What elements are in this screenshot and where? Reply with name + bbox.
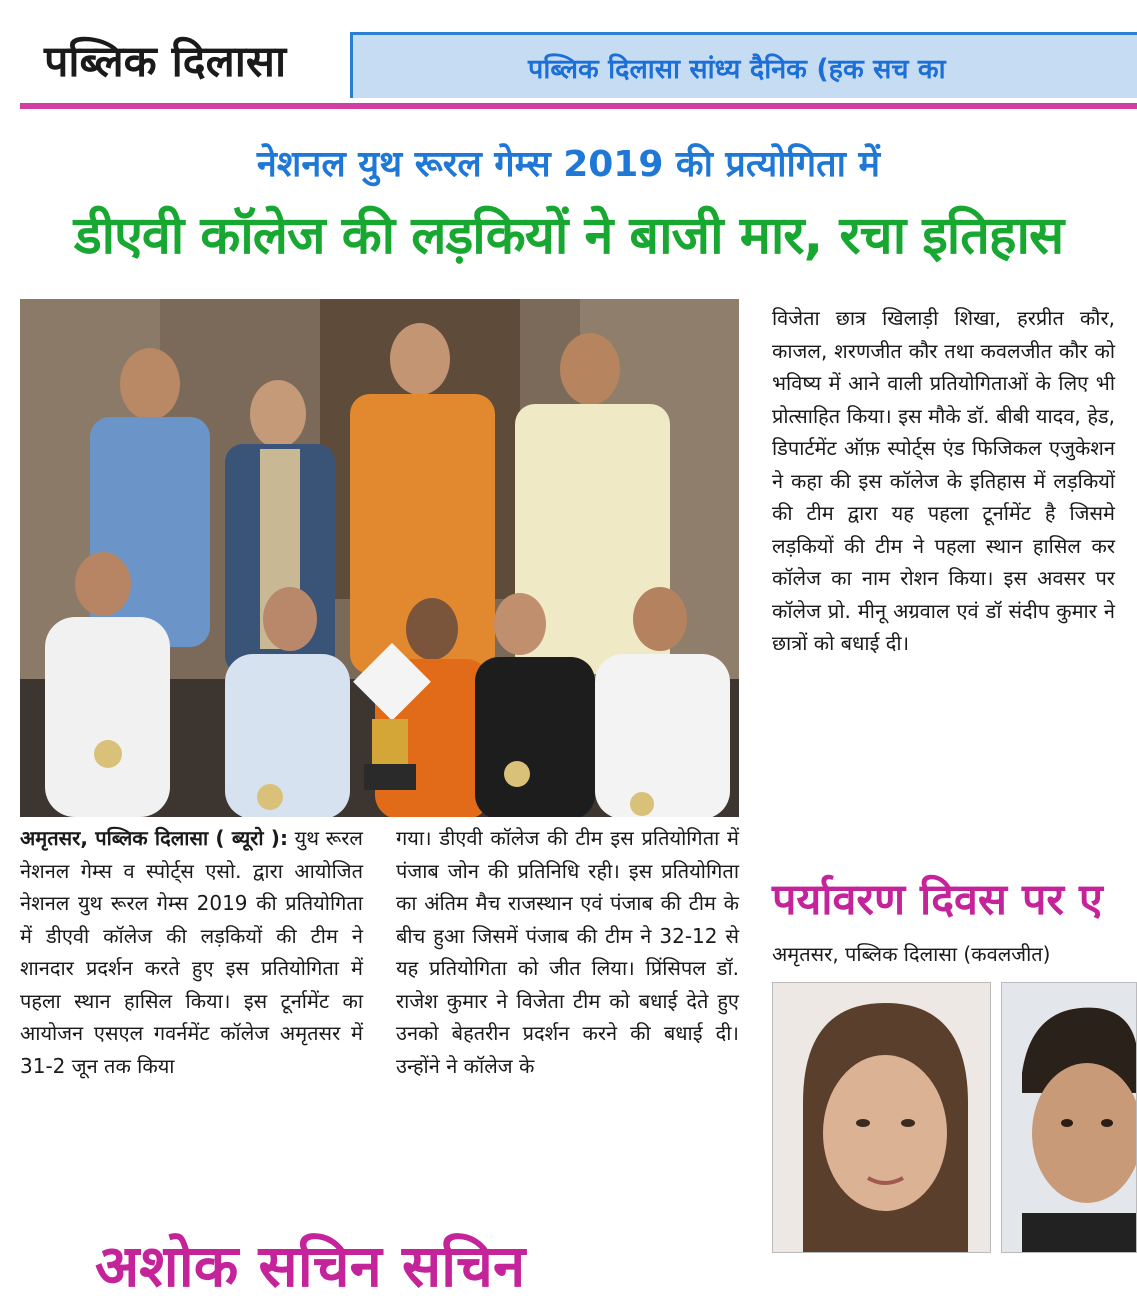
article-dateline: अमृतसर, पब्लिक दिलासा ( ब्यूरो ): — [20, 826, 288, 850]
portrait-boy-illustration — [1002, 983, 1137, 1253]
article-column-1 — [20, 822, 363, 1082]
article-column-3 — [772, 302, 1115, 660]
side-story-headline: पर्यावरण दिवस पर ए — [772, 875, 1103, 925]
portrait-photo-girl — [772, 982, 991, 1253]
article-column-3-text: विजेता छात्र खिलाड़ी शिखा, हरप्रीत कौर, काजल, शरणजीत कौर तथा कवलजीत कौर को भविष्य में आने वाली प्रतियोगिताओं के लिए भी प्रोत्साहित किया। इस मौके डॉ. बीबी यादव, हेड, डिपार्टमेंट ऑफ़ स्पोर्ट्स एंड फिजिकल एजुकेशन ने कहा की इस कॉलेज के इतिहास में लड़कियों की टीम द्वारा यह पहला टूर्नामेंट है जिसमे लड़कियों की टीम ने पहला स्थान हासिल कर कॉलेज का नाम रोशन किया। इस अवसर पर कॉलेज प्रो. मीनू अग्रवाल एवं डॉ संदीप कुमार ने छात्रों को बधाई दी। — [772, 306, 1115, 655]
masthead-banner — [350, 32, 1137, 98]
article-headline: डीएवी कॉलेज की लड़कियों ने बाजी मार, रचा इतिहास — [73, 206, 1064, 266]
team-photo — [20, 299, 739, 817]
portrait-photo-boy — [1001, 982, 1137, 1253]
masthead-divider — [20, 103, 1137, 109]
article-column-2-text: गया। डीएवी कॉलेज की टीम इस प्रतियोगिता में पंजाब जोन की प्रतिनिधि रही। इस प्रतियोगिता का अंतिम मैच राजस्थान एवं पंजाब की टीम के बीच हुआ जिसमें पंजाब की टीम ने 32-12 से यह प्रतियोगिता को जीत लिया। प्रिंसिपल डॉ. राजेश कुमार ने विजेता टीम को बधाई देते हुए उनको बेहतरीन प्रदर्शन करने की बधाई दी। उन्होंने ने कॉलेज के — [396, 826, 739, 1078]
portrait-girl-illustration — [773, 983, 991, 1253]
article-column-1-text: युथ रूरल नेशनल गेम्स व स्पोर्ट्स एसो. द्वारा आयोजित नेशनल युथ रूरल गेम्स 2019 की प्रतियोगिता में डीएवी कॉलेज की लड़कियों की टीम ने शानदार प्रदर्शन करते हुए इस प्रतियोगिता में पहला स्थान हासिल किया। इस टूर्नामेंट का आयोजन एसएल गवर्नमेंट कॉलेज अमृतसर में 31-2 जून तक किया — [20, 826, 363, 1078]
masthead-title: पब्लिक दिलासा — [44, 37, 287, 87]
article-column-2 — [396, 822, 739, 1082]
article-subheadline: नेशनल युथ रूरल गेम्स 2019 की प्रत्योगिता में — [256, 144, 881, 185]
side-story-byline: अमृतसर, पब्लिक दिलासा (कवलजीत) — [772, 942, 1051, 966]
banner-text: पब्लिक दिलासा सांध्य दैनिक (हक सच का — [528, 54, 946, 85]
bottom-story-headline: अशोक सचिन सचिन — [95, 1232, 526, 1300]
team-photo-illustration — [20, 299, 739, 817]
